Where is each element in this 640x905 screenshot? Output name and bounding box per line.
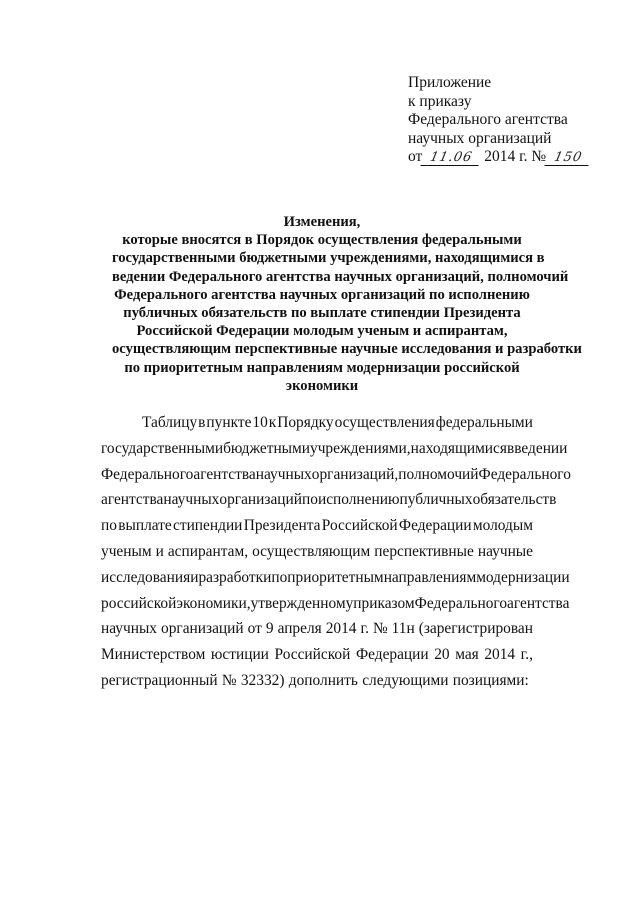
word: разработки [198,568,272,586]
word: от [247,620,262,638]
appendix-date-line [408,148,608,167]
word: № [221,671,237,689]
title-line: осуществляющим перспективные научные исследования и разработки [112,341,582,358]
word: по [302,491,318,509]
word: Федерального [414,594,508,612]
word: 20 [434,646,450,664]
paragraph-line [101,642,533,668]
word: к [268,414,277,431]
word: апреля [277,620,322,638]
word: приоритетным [287,568,384,586]
word: научных [101,620,157,638]
word: полномочий [398,465,479,483]
word: направлениям [383,568,477,586]
appendix-line: Федерального агентства [408,111,568,128]
word: 2014 [325,620,357,638]
title-line: Изменения, [283,214,361,230]
word: пункте [206,414,252,431]
title-line: Федерального агентства научных организаций по исполнению [114,286,530,303]
date-prefix: от [408,148,423,165]
handwritten-number: 150 [545,151,592,166]
word: Порядку [277,414,334,431]
title-line: публичных обязательств по выплате стипендии Президента [123,305,521,322]
word: научных [163,491,220,509]
word: Федерального [101,465,194,483]
title-line: по приоритетным направлениям модернизации российской [124,359,520,376]
paragraph-line [101,436,568,462]
word: в [506,439,515,457]
word: г., [520,646,533,664]
appendix-line: к приказу [408,92,472,110]
word: экономики, [176,594,251,612]
word: исполнению [317,491,400,509]
word: организаций [219,491,303,509]
word: Федерального [478,465,571,483]
word: осуществления [334,414,435,431]
word: 2014 [484,646,516,664]
paragraph-line [101,513,533,539]
word: юстиции [210,646,269,664]
word: агентства [507,594,570,612]
word: Министерством [101,646,206,664]
word: агентства [193,465,256,483]
word: находящимися [410,439,507,457]
word: Федерации [355,646,429,664]
word: государственными [101,439,224,457]
word: № [372,620,388,638]
word: дополнить [288,671,358,689]
word: публичных [399,491,473,509]
word: ведении [514,439,568,457]
word: молодым [472,517,533,535]
word: 9 [265,620,274,638]
appendix-line: Приложение [408,74,492,91]
word: утвержденному [250,594,354,612]
word: научные [477,542,533,560]
word: позициями: [452,671,529,689]
word: Таблицу [142,414,198,431]
word: следующими [362,671,449,689]
word: выплате [118,517,172,535]
word: г. [360,620,369,638]
word: приказом [353,594,415,612]
title-line: которые вносятся в Порядок осуществления федеральными [122,232,522,249]
word: бюджетными [223,439,310,457]
paragraph-line [101,616,533,642]
word: осуществляющим [252,542,371,560]
word: стипендии [173,517,243,535]
word: мая [455,646,479,664]
word: модернизации [476,568,570,586]
paragraph-line [101,410,533,436]
word: перспективные [374,542,474,560]
paragraph-line [101,668,533,694]
paragraph-line [101,565,570,591]
word: российской [101,594,177,612]
appendix-line: научных организаций [408,129,552,147]
word: 11н [391,620,415,638]
word: аспирантам, [167,542,249,560]
paragraph-line [101,487,557,513]
word: агентства [101,491,164,509]
word: исследования [101,568,191,586]
word: учреждениями, [310,439,411,457]
paragraph-line [101,462,571,488]
word: Федерации [398,517,472,535]
word: научных [255,465,312,483]
body-paragraph [101,410,571,694]
word: обязательств [472,491,557,509]
title-line: ведении Федерального агентства научных организаций, полномочий [112,268,569,285]
appendix-header [408,74,608,167]
word: 10 [252,414,268,431]
document-title [112,213,582,395]
word: в [198,414,206,431]
word: Российской [274,646,351,664]
word: и [190,568,199,586]
word: ученым [101,542,152,560]
word: Президента [243,517,321,535]
title-line: государственными бюджетными учреждениями, находящимися в [112,250,545,267]
word: регистрационный [101,671,218,689]
year-text: 2014 г. № [484,148,547,165]
word: 32332) [240,671,285,689]
word: организаций [161,620,244,638]
title-line: экономики [285,377,359,394]
paragraph-line [101,591,570,617]
paragraph-line [101,539,533,565]
word: по [271,568,288,586]
word: организаций, [311,465,399,483]
word: Российской [321,517,398,535]
word: федеральными [435,414,533,431]
title-line: Российской Федерации молодым ученым и аспирантам, [136,323,508,340]
word: и [155,542,164,560]
handwritten-date: 11.06 [421,151,482,166]
word: по [101,517,117,535]
word: (зарегистрирован [418,620,533,638]
